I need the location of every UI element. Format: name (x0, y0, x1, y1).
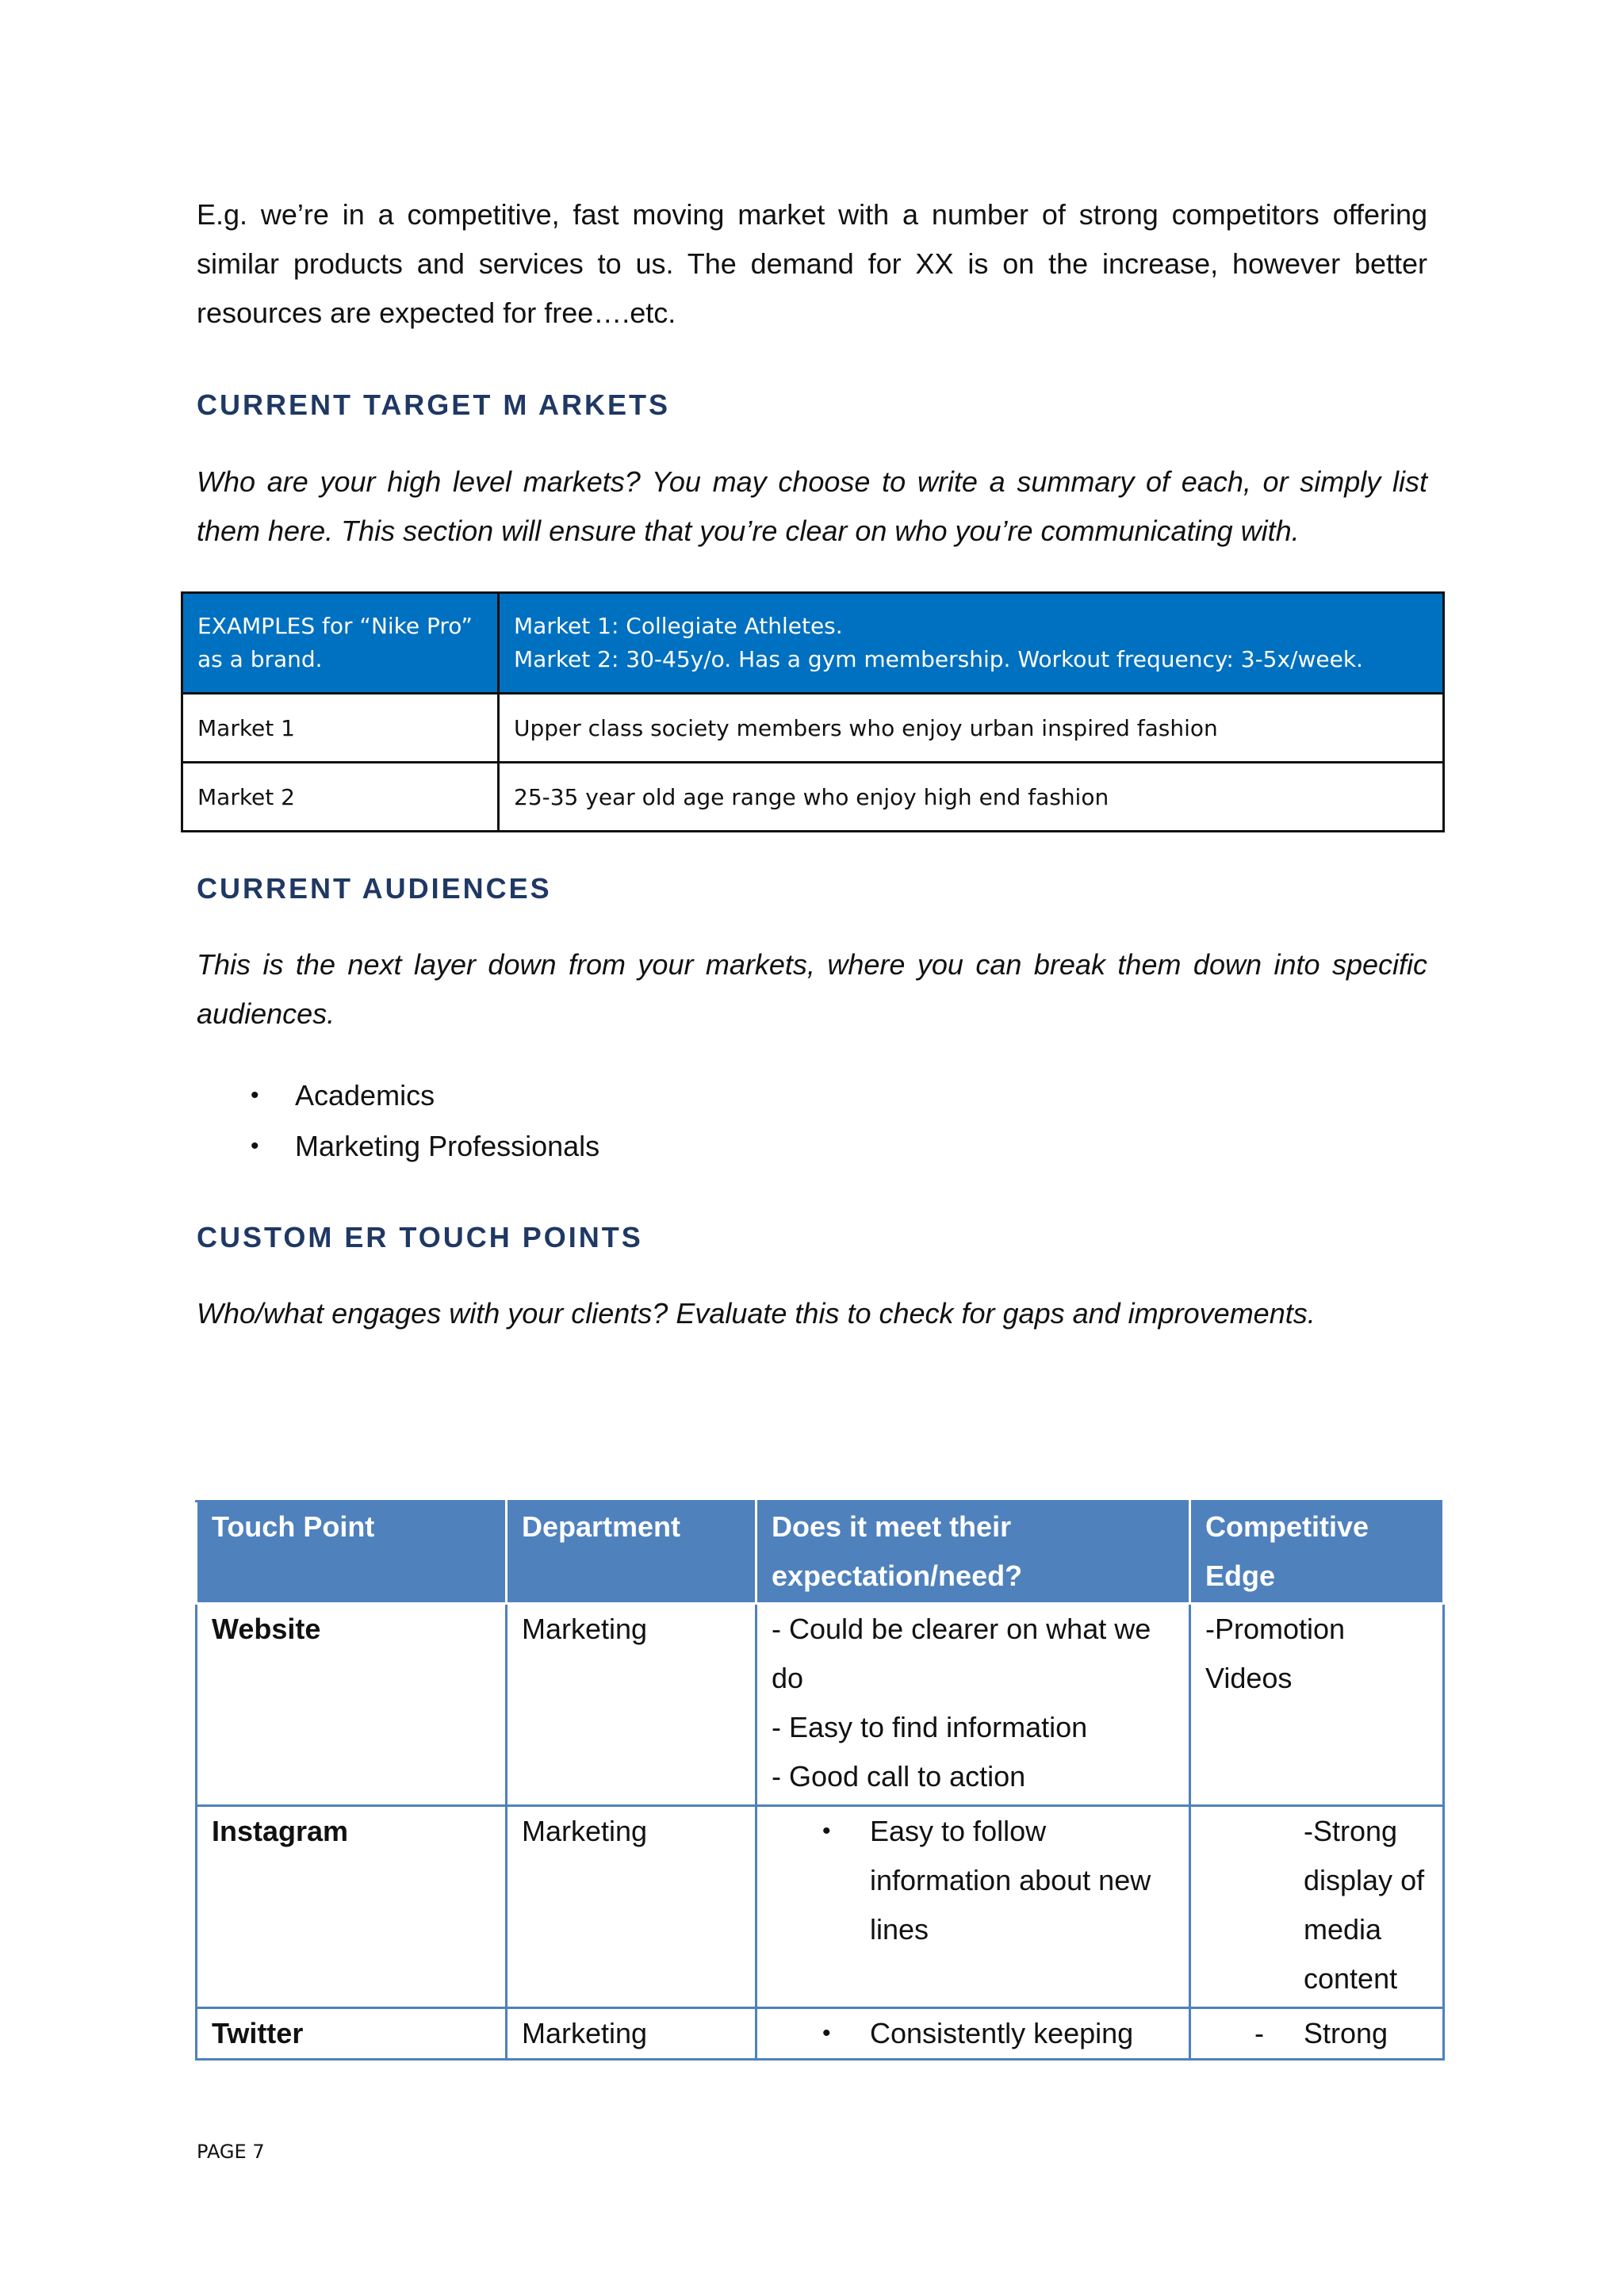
market-label: Market 2 (182, 763, 499, 832)
meets-need-cell (756, 1806, 1190, 2008)
competitive-edge-cell: -Strong display of media content (1190, 1806, 1444, 2008)
department-cell: Marketing (507, 2008, 756, 2060)
market-value: 25-35 year old age range who enjoy high end fashion (499, 763, 1444, 832)
touch-point-name: Instagram (197, 1806, 507, 2008)
bullet-icon: • (251, 1133, 259, 1159)
audiences-body: This is the next layer down from your markets, where you can break them down into specific audiences. (197, 948, 1427, 1030)
bullet-icon: • (251, 1082, 259, 1108)
table-row (197, 1806, 1444, 2008)
touch-table-header (197, 1502, 1444, 1604)
table-row (197, 2008, 1444, 2060)
market-value: Upper class society members who enjoy urban inspired fashion (499, 694, 1444, 763)
header-department: Department (507, 1502, 756, 1604)
intro-paragraph: E.g. we’re in a competitive, fast moving market with a number of strong competitors offering similar products and services to us. The demand for XX is on the increase, however better resources are expected for free….etc. (197, 198, 1427, 329)
touch-point-name: Website (197, 1604, 507, 1806)
touch-points-body: Who/what engages with your clients? Evaluate this to check for gaps and improvements. (197, 1297, 1316, 1330)
competitive-edge-cell: -Promotion Videos (1190, 1604, 1444, 1806)
list-item: • Consistently keeping (772, 2009, 1174, 2058)
table-row (182, 694, 1444, 763)
header-touch-point: Touch Point (197, 1502, 507, 1604)
table-row (182, 763, 1444, 832)
meets-need-cell: - Could be clearer on what we do - Easy to find information - Good call to action (756, 1604, 1190, 1806)
market-header-right: Market 1: Collegiate Athletes. Market 2: 30-45y/o. Has a gym membership. Workout frequency: 3-5x/week. (499, 593, 1444, 694)
market-label: Market 1 (182, 694, 499, 763)
audience-list (197, 1070, 599, 1172)
department-cell: Marketing (507, 1806, 756, 2008)
market-table (181, 591, 1445, 832)
target-markets-heading: CURRENT TARGET M ARKETS (197, 388, 670, 421)
department-cell: Marketing (507, 1604, 756, 1806)
page-number: PAGE 7 (197, 2141, 265, 2163)
table-row (197, 1604, 1444, 1806)
touch-point-table (195, 1500, 1445, 2061)
touch-point-name: Twitter (197, 2008, 507, 2060)
competitive-edge-cell: - Strong (1190, 2008, 1444, 2060)
dash-marker: - (1254, 2017, 1264, 2049)
list-item: • Easy to follow information about new lines (772, 1807, 1174, 1954)
market-header-left: EXAMPLES for “Nike Pro” as a brand. (182, 593, 499, 694)
touch-points-heading: CUSTOM ER TOUCH POINTS (197, 1221, 643, 1253)
audiences-heading: CURRENT AUDIENCES (197, 872, 552, 905)
target-markets-body: Who are your high level markets? You may choose to write a summary of each, or simply list them here. This section will ensure that you’re clear on who you’re communicating with. (197, 465, 1427, 547)
bullet-icon: • (822, 2020, 831, 2046)
market-table-header (182, 593, 1444, 694)
bullet-icon: • (822, 1818, 831, 1844)
header-competitive-edge: Competitive Edge (1190, 1502, 1444, 1604)
header-meets-need: Does it meet their expectation/need? (756, 1502, 1190, 1604)
meets-need-cell (756, 2008, 1190, 2060)
list-item: • Marketing Professionals (197, 1121, 599, 1172)
list-item: • Academics (197, 1070, 599, 1121)
